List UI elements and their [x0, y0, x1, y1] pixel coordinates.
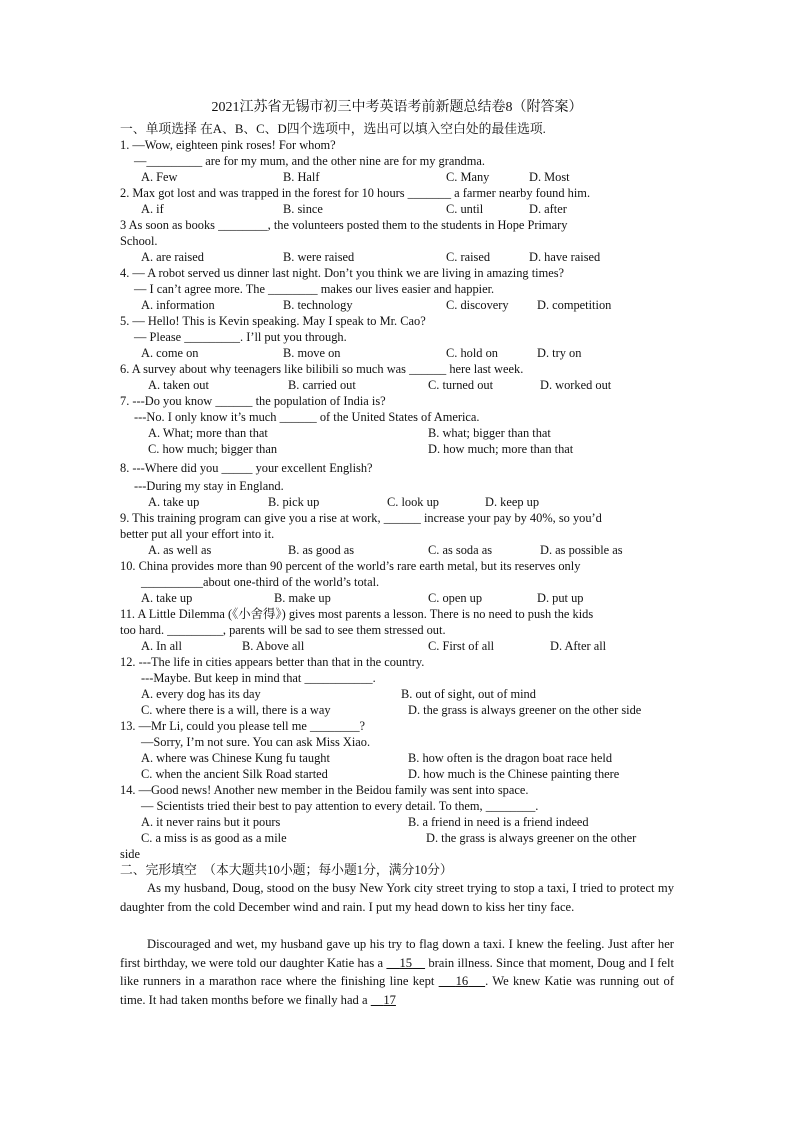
question-2: 2. Max got lost and was trapped in the forest for 10 hours _______ a farmer nearby found him. [120, 186, 591, 200]
section1-heading: 一、单项选择 在A、B、C、D四个选项中，选出可以填入空白处的最佳选项. [120, 122, 546, 136]
option: D. worked out [540, 378, 612, 392]
option: C. raised [446, 250, 491, 264]
option: A. What; more than that [148, 426, 268, 440]
question-3: 3 As soon as books ________, the volunteers posted them to the students in Hope Primary [120, 218, 568, 232]
option: D. put up [537, 591, 584, 605]
option: D. After all [550, 639, 607, 653]
cloze-blank-17: 17 [383, 992, 396, 1007]
option: C. until [446, 202, 484, 216]
option: A. taken out [148, 378, 209, 392]
option: A. Few [141, 170, 178, 184]
question-13: 13. —Mr Li, could you please tell me ________? [120, 719, 366, 733]
option: B. pick up [268, 495, 320, 509]
option: B. since [283, 202, 323, 216]
option: C. look up [387, 495, 439, 509]
option: B. Above all [242, 639, 305, 653]
option: C. where there is a will, there is a way [141, 703, 331, 717]
option: A. it never rains but it pours [141, 815, 281, 829]
question-line: too hard. _________, parents will be sad to see them stressed out. [120, 623, 446, 637]
question-line: — I can’t agree more. The ________ makes our lives easier and happier. [134, 282, 495, 296]
question-line: —_________ are for my mum, and the other nine are for my grandma. [134, 154, 485, 168]
option: C. open up [428, 591, 483, 605]
option: B. technology [283, 298, 353, 312]
option: B. carried out [288, 378, 356, 392]
option: C. hold on [446, 346, 498, 360]
question-line: ---Maybe. But keep in mind that ___________. [141, 671, 376, 685]
question-4: 4. — A robot served us dinner last night. Don’t you think we are living in amazing times? [120, 266, 565, 280]
option: D. after [529, 202, 567, 216]
option: B. what; bigger than that [428, 426, 551, 440]
option: D. how much is the Chinese painting there [408, 767, 620, 781]
option: D. how much; more than that [428, 442, 574, 456]
question-11: 11. A Little Dilemma (《小舍得》) gives most parents a lesson. There is no need to push the kids [120, 607, 594, 621]
option: B. as good as [288, 543, 355, 557]
option: D. try on [537, 346, 582, 360]
option: D. as possible as [540, 543, 623, 557]
document-title: 2021江苏省无锡市初三中考英语考前新题总结卷8（附答案） [211, 100, 583, 115]
option: C. as soda as [428, 543, 493, 557]
question-10: 10. China provides more than 90 percent of the world’s rare earth metal, but its reserves only [120, 559, 581, 573]
cloze-blank-16: 16 [455, 974, 469, 989]
option: A. In all [141, 639, 182, 653]
option: D. have raised [529, 250, 601, 264]
option: D. competition [537, 298, 612, 312]
option: B. Half [283, 170, 320, 184]
option: A. come on [141, 346, 199, 360]
question-5: 5. — Hello! This is Kevin speaking. May I speak to Mr. Cao? [120, 314, 426, 328]
question-1: 1. —Wow, eighteen pink roses! For whom? [120, 138, 336, 152]
question-line: __________about one-third of the world’s total. [141, 575, 380, 589]
option: C. how much; bigger than [148, 442, 278, 456]
option: D. keep up [485, 495, 540, 509]
question-line: better put all your effort into it. [120, 527, 275, 541]
option: A. are raised [141, 250, 204, 264]
question-line: ---During my stay in England. [134, 479, 284, 493]
option: A. if [141, 202, 164, 216]
option: A. as well as [148, 543, 212, 557]
question-7: 7. ---Do you know ______ the population of India is? [120, 394, 386, 408]
section2-heading: 二、完形填空 （本大题共10小题；每小题1分，满分10分） [120, 863, 453, 877]
option: B. were raised [283, 250, 355, 264]
option: A. every dog has its day [141, 687, 261, 701]
cloze-paragraph-1: As my husband, Doug, stood on the busy New York city street trying to stop a taxi, I tried to protect my daughter from the cold December wind and rain. I put my head down to kiss her tiny face. [120, 881, 674, 914]
option: B. out of sight, out of mind [401, 687, 536, 701]
question-line: ---No. I only know it’s much ______ of the United States of America. [134, 410, 480, 424]
option: C. Many [446, 170, 490, 184]
question-9: 9. This training program can give you a rise at work, ______ increase your pay by 40%, so you’d [120, 511, 602, 525]
option: A. information [141, 298, 215, 312]
option: D. the grass is always greener on the other [426, 831, 637, 845]
question-6: 6. A survey about why teenagers like bilibili so much was ______ here last week. [120, 362, 524, 376]
option: B. a friend in need is a friend indeed [408, 815, 589, 829]
question-12: 12. ---The life in cities appears better than that in the country. [120, 655, 425, 669]
question-8: 8. ---Where did you _____ your excellent English? [120, 461, 373, 475]
option: D. Most [529, 170, 570, 184]
option: B. how often is the dragon boat race held [408, 751, 613, 765]
question-line: — Please _________. I’ll put you through. [134, 330, 347, 344]
option: C. a miss is as good as a mile [141, 831, 287, 845]
option: C. First of all [428, 639, 495, 653]
question-line: —Sorry, I’m not sure. You can ask Miss Xiao. [141, 735, 371, 749]
option: C. when the ancient Silk Road started [141, 767, 328, 781]
cloze-paragraph-2: Discouraged and wet, my husband gave up his try to flag down a taxi. I knew the feeling. Just after her first birthday, we were told our daughter Katie has a 15 brain illness. Since that moment, Doug and I felt like runners in a marathon race where the finishing line kept 16 . We knew Katie was running out of time. It had taken months before we finally had a 17 [120, 937, 675, 1007]
option: B. make up [274, 591, 331, 605]
question-line: School. [120, 234, 158, 248]
option: C. discovery [446, 298, 509, 312]
option: D. the grass is always greener on the other side [408, 703, 642, 717]
option: A. take up [148, 495, 200, 509]
option: A. take up [141, 591, 193, 605]
question-line: — Scientists tried their best to pay attention to every detail. To them, ________. [141, 799, 539, 813]
cloze-blank-15: 15 [399, 955, 413, 970]
question-14: 14. —Good news! Another new member in the Beidou family was sent into space. [120, 783, 529, 797]
option: C. turned out [428, 378, 494, 392]
option-continuation: side [120, 847, 140, 861]
option: A. where was Chinese Kung fu taught [141, 751, 330, 765]
option: B. move on [283, 346, 341, 360]
